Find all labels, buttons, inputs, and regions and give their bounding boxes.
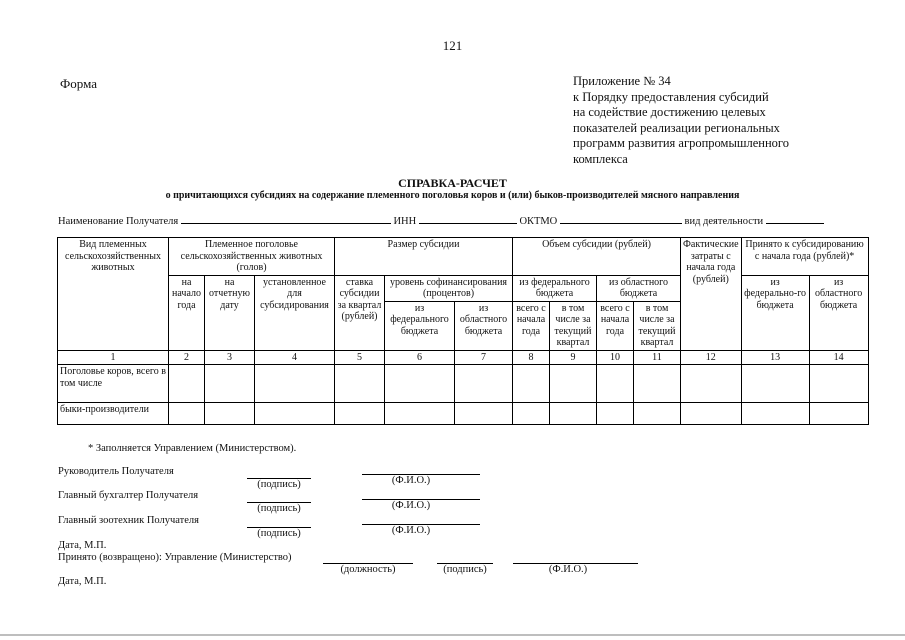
table-cell[interactable] — [169, 365, 205, 403]
appendix-line: Приложение № 34 — [573, 74, 671, 88]
header-actual-costs: Фактические затраты с начала года (рублей) — [681, 238, 742, 351]
header-federal-budget: из федерального бюджета — [513, 275, 597, 301]
appendix-line: показателей реализации региональных — [573, 120, 780, 135]
column-number: 14 — [809, 350, 868, 365]
oktmo-label: ОКТМО — [519, 216, 558, 227]
page-number: 121 — [442, 38, 463, 53]
activity-label: вид деятельности — [684, 216, 764, 227]
table-cell[interactable] — [205, 365, 255, 403]
column-number: 12 — [681, 350, 742, 365]
header-federal-total: всего с начала года — [513, 301, 550, 350]
table-cell[interactable] — [741, 365, 809, 403]
table-cell[interactable] — [597, 365, 634, 403]
column-number: 1 — [58, 350, 169, 365]
subsidy-table — [57, 237, 869, 425]
header-regional-total: всего с начала года — [597, 301, 634, 350]
name-caption: (Ф.И.О.) — [391, 525, 431, 536]
table-cell[interactable] — [513, 403, 550, 425]
header-start-year: на начало года — [169, 275, 205, 350]
header-established: установленное для субсидирования — [255, 275, 335, 350]
appendix-line: к Порядку предоставления субсидий — [573, 89, 769, 104]
header-cofinancing: уровень софинансирования (процентов) — [385, 275, 513, 301]
table-cell[interactable] — [809, 403, 868, 425]
column-number-row — [58, 350, 869, 365]
signature-caption: (подпись) — [443, 564, 487, 575]
column-number: 13 — [741, 350, 809, 365]
header-regional-budget: из областного бюджета — [597, 275, 681, 301]
table-cell[interactable] — [455, 365, 513, 403]
recipient-fields — [58, 212, 858, 227]
activity-field[interactable] — [766, 212, 824, 224]
header-accepted-federal: из федерально-го бюджета — [741, 275, 809, 350]
header-accepted: Принято к субсидированию с начала года (рублей)* — [741, 238, 868, 276]
table-cell[interactable] — [385, 403, 455, 425]
table-cell[interactable] — [455, 403, 513, 425]
appendix-line: комплекса — [573, 151, 628, 166]
recipient-label: Наименование Получателя — [58, 216, 179, 227]
column-number: 11 — [634, 350, 681, 365]
table-cell[interactable] — [385, 365, 455, 403]
table-row — [58, 403, 869, 425]
header-subsidy-volume: Объем субсидии (рублей) — [513, 238, 681, 276]
table-cell[interactable] — [809, 365, 868, 403]
signature-caption: (подпись) — [257, 503, 301, 514]
signature-role: Руководитель Получателя — [58, 466, 174, 477]
header-regional-quarter: в том числе за текущий квартал — [634, 301, 681, 350]
table-cell[interactable] — [255, 365, 335, 403]
signature-caption: (подпись) — [257, 528, 301, 539]
table-cell[interactable] — [255, 403, 335, 425]
header-rate: ставка субсидии за квартал (рублей) — [335, 275, 385, 350]
table-cell[interactable] — [681, 365, 742, 403]
footnote: * Заполняется Управлением (Министерством). — [88, 443, 297, 454]
document-subtitle: о причитающихся субсидиях на содержание племенного поголовья коров и (или) быков-производителей мясного направления — [165, 190, 740, 201]
row-label-cows: Поголовье коров, всего в том числе — [58, 365, 169, 403]
table-cell[interactable] — [513, 365, 550, 403]
scan-edge-line — [0, 634, 905, 636]
table-cell[interactable] — [550, 403, 597, 425]
column-number: 2 — [169, 350, 205, 365]
date-stamp-label: Дата, М.П. — [58, 540, 107, 551]
column-number: 9 — [550, 350, 597, 365]
column-number: 8 — [513, 350, 550, 365]
table-cell[interactable] — [681, 403, 742, 425]
document-title: СПРАВКА-РАСЧЕТ — [398, 176, 507, 190]
oktmo-field[interactable] — [560, 212, 682, 224]
signature-caption: (подпись) — [257, 479, 301, 490]
accepted-label: Принято (возвращено): Управление (Министерство) — [58, 552, 292, 563]
table-cell[interactable] — [741, 403, 809, 425]
inn-label: ИНН — [393, 216, 417, 227]
position-caption: (должность) — [340, 564, 396, 575]
column-number: 5 — [335, 350, 385, 365]
table-cell[interactable] — [634, 365, 681, 403]
table-cell[interactable] — [169, 403, 205, 425]
table-row — [58, 365, 869, 403]
date-stamp-label: Дата, М.П. — [58, 576, 107, 587]
header-kind: Вид племенных сельскохозяйственных животных — [58, 238, 169, 351]
table-cell[interactable] — [550, 365, 597, 403]
name-caption: (Ф.И.О.) — [391, 500, 431, 511]
name-caption: (Ф.И.О.) — [548, 564, 588, 575]
header-accepted-regional: из областного бюджета — [809, 275, 868, 350]
signature-role: Главный зоотехник Получателя — [58, 515, 200, 526]
header-subsidy-size: Размер субсидии — [335, 238, 513, 276]
column-number: 6 — [385, 350, 455, 365]
table-cell[interactable] — [335, 365, 385, 403]
appendix-block — [573, 74, 789, 167]
table-cell[interactable] — [335, 403, 385, 425]
column-number: 7 — [455, 350, 513, 365]
row-label-bulls: быки-производители — [58, 403, 169, 425]
column-number: 4 — [255, 350, 335, 365]
form-label: Форма — [60, 76, 97, 91]
header-cofin-regional: из областного бюджета — [455, 301, 513, 350]
header-livestock: Племенное поголовье сельскохозяйственных животных (голов) — [169, 238, 335, 276]
column-number: 10 — [597, 350, 634, 365]
recipient-field[interactable] — [181, 212, 391, 224]
table-cell[interactable] — [205, 403, 255, 425]
signature-role: Главный бухгалтер Получателя — [58, 490, 199, 501]
header-report-date: на отчетную дату — [205, 275, 255, 350]
header-cofin-federal: из федерального бюджета — [385, 301, 455, 350]
table-cell[interactable] — [597, 403, 634, 425]
header-federal-quarter: в том числе за текущий квартал — [550, 301, 597, 350]
column-number: 3 — [205, 350, 255, 365]
name-caption: (Ф.И.О.) — [391, 475, 431, 486]
appendix-line: программ развития агропромышленного — [573, 136, 789, 150]
table-cell[interactable] — [634, 403, 681, 425]
appendix-line: на содействие достижению целевых — [573, 105, 766, 119]
inn-field[interactable] — [419, 212, 517, 224]
